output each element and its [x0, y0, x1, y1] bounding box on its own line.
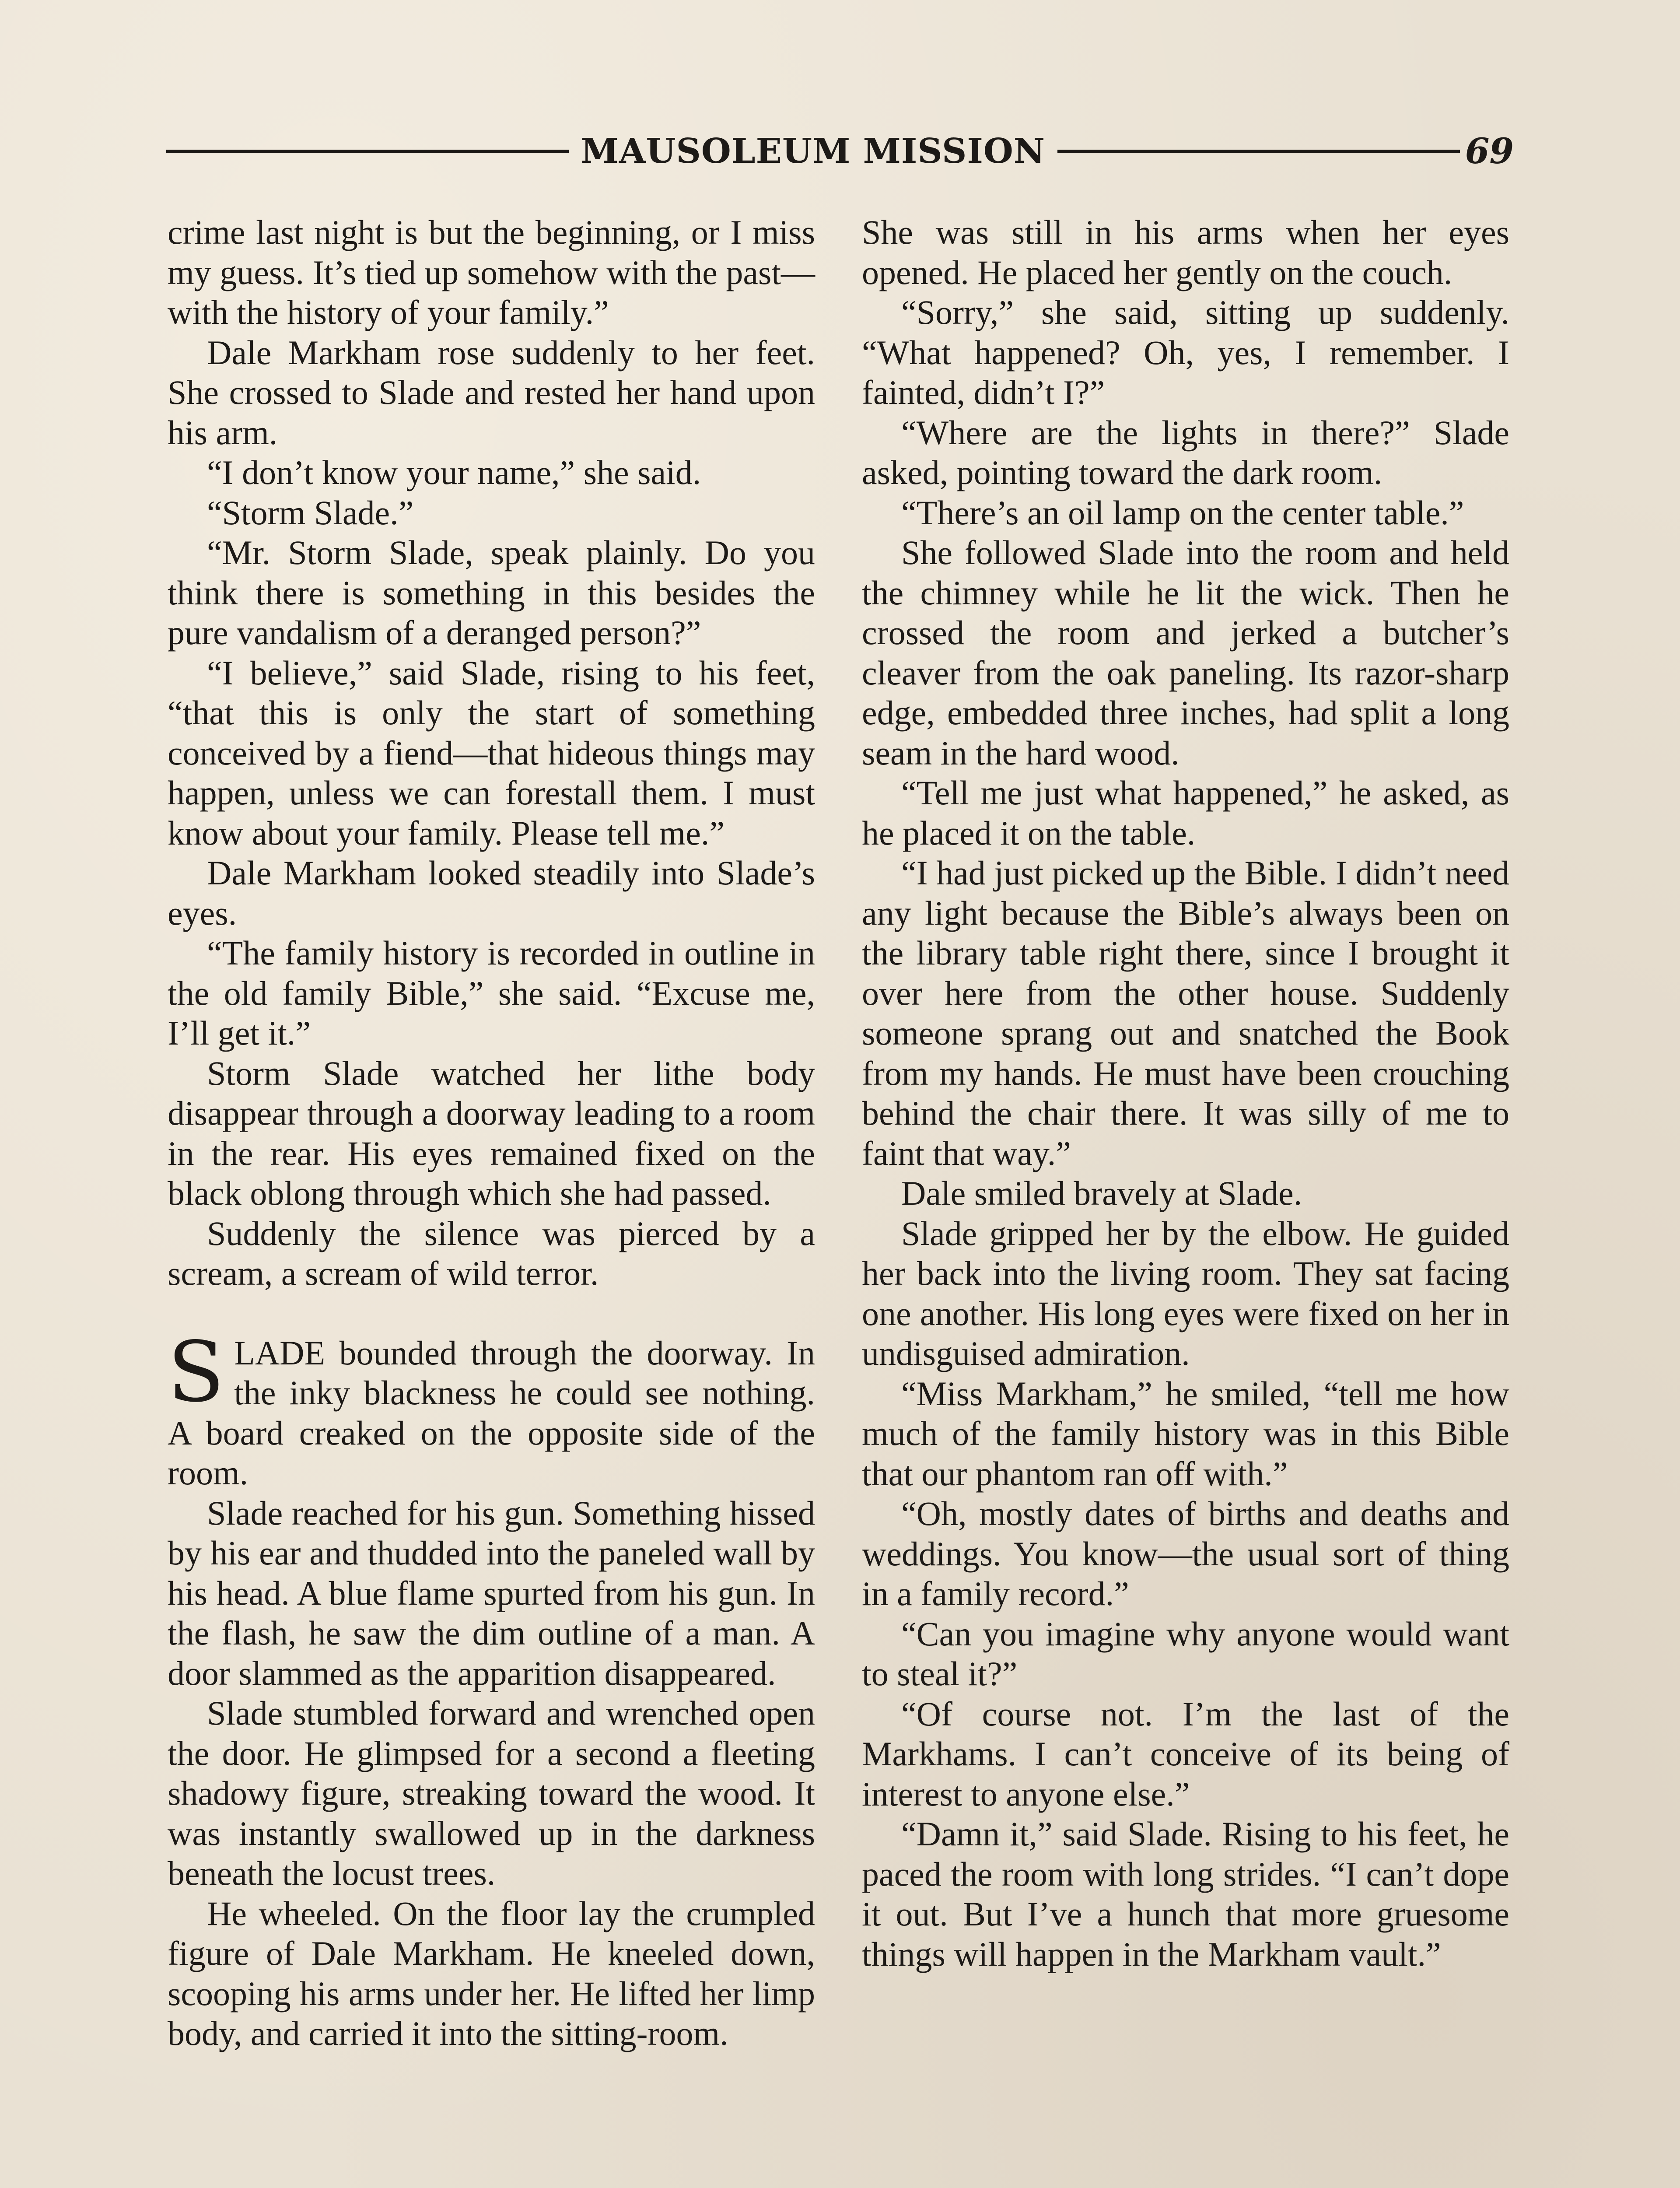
dropcap-paragraph-text: LADE bounded through the doorway. In the inky blackness he could see nothing. A board creaked on the opposite side of the room. [168, 1333, 815, 1492]
chapter-title: MAUSOLEUM MISSION [581, 131, 1046, 171]
paragraph: “Where are the lights in there?” Slade asked, pointing toward the dark room. [862, 413, 1509, 491]
paragraph: Dale Markham looked steadily into Slade’s eyes. [168, 854, 815, 932]
paragraph: Slade gripped her by the elbow. He guided her back into the living room. They sat facing one another. His long eyes were fixed on her in undisguised admiration. [862, 1214, 1509, 1372]
paragraph: “Can you imagine why anyone would want to steal it?” [862, 1614, 1509, 1693]
paragraph: Storm Slade watched her lithe body disappear through a doorway leading to a room in the rear. His eyes remained fixed on the black oblong through which she had passed. [168, 1054, 815, 1212]
paragraph: “Mr. Storm Slade, speak plainly. Do you think there is something in this besides the pure vandalism of a deranged person?” [168, 533, 815, 652]
paragraph: “Oh, mostly dates of births and deaths and weddings. You know—the usual sort of thing in a family record.” [862, 1494, 1509, 1613]
header-rule-left [166, 150, 569, 153]
paragraph: “The family history is recorded in outline in the old family Bible,” she said. “Excuse me, I’ll get it.” [168, 934, 815, 1052]
left-column [168, 212, 815, 2054]
paragraph: “I had just picked up the Bible. I didn’t need any light because the Bible’s always been on the library table right there, since I brought it over here from the other house. Suddenly someone sprang out and snatched the Book from my hands. He must have been crouching behind the chair there. It was silly of me to faint that way.” [862, 854, 1509, 1172]
drop-cap: S [168, 1323, 225, 1420]
paragraph: She was still in his arms when her eyes opened. He placed her gently on the couch. [862, 213, 1509, 291]
paragraph: Slade reached for his gun. Something hissed by his ear and thudded into the paneled wall by his head. A blue flame spurted from his gun. In the flash, he saw the dim outline of a man. A door slammed as the apparition disappeared. [168, 1494, 815, 1692]
paragraph: Dale smiled bravely at Slade. [901, 1174, 1302, 1212]
paragraph: Slade stumbled forward and wrenched open the door. He glimpsed for a second a fleeting shadowy figure, streaking toward the wood. It was instantly swallowed up in the darkness beneath the locust trees. [168, 1694, 815, 1892]
paragraph: “Tell me just what happened,” he asked, as he placed it on the table. [862, 774, 1509, 852]
paragraph: “Storm Slade.” [207, 493, 414, 532]
right-column [862, 212, 1509, 1974]
paragraph: crime last night is but the beginning, or I miss my guess. It’s tied up somehow with the past—with the history of your family.” [168, 213, 815, 331]
paragraph: He wheeled. On the floor lay the crumpled figure of Dale Markham. He kneeled down, scooping his arms under her. He lifted her limp body, and carried it into the sitting-room. [168, 1894, 815, 2052]
paragraph: “There’s an oil lamp on the center table.” [901, 493, 1464, 532]
paragraph: “Damn it,” said Slade. Rising to his feet, he paced the room with long strides. “I can’t dope it out. But I’ve a hunch that more gruesome things will happen in the Markham vault.” [862, 1815, 1509, 1973]
paragraph: “Sorry,” she said, sitting up suddenly. “What happened? Oh, yes, I remember. I fainted, didn’t I?” [862, 293, 1509, 411]
paragraph: She followed Slade into the room and held the chimney while he lit the wick. Then he crossed the room and jerked a butcher’s cleaver from the oak paneling. Its razor-sharp edge, embedded three inches, had split a long seam in the hard wood. [862, 533, 1509, 772]
dropcap-paragraph [168, 1323, 815, 1493]
paragraph: Suddenly the silence was pierced by a scream, a scream of wild terror. [168, 1214, 815, 1292]
paragraph: “I believe,” said Slade, rising to his feet, “that this is only the start of something conceived by a fiend—that hideous things may happen, unless we can forestall them. I must know about your family. Please tell me.” [168, 653, 815, 852]
paragraph: “Miss Markham,” he smiled, “tell me how much of the family history was in this Bible that our phantom ran off with.” [862, 1374, 1509, 1493]
header-rule-right [1057, 150, 1460, 153]
paragraph: “Of course not. I’m the last of the Markhams. I can’t conceive of its being of interest to anyone else.” [862, 1694, 1509, 1813]
paragraph: Dale Markham rose suddenly to her feet. She crossed to Slade and rested her hand upon his arm. [168, 333, 815, 452]
page-number: 69 [1465, 130, 1514, 172]
section-break [168, 1294, 815, 1333]
paragraph: “I don’t know your name,” she said. [207, 453, 701, 491]
running-head [166, 125, 1514, 177]
